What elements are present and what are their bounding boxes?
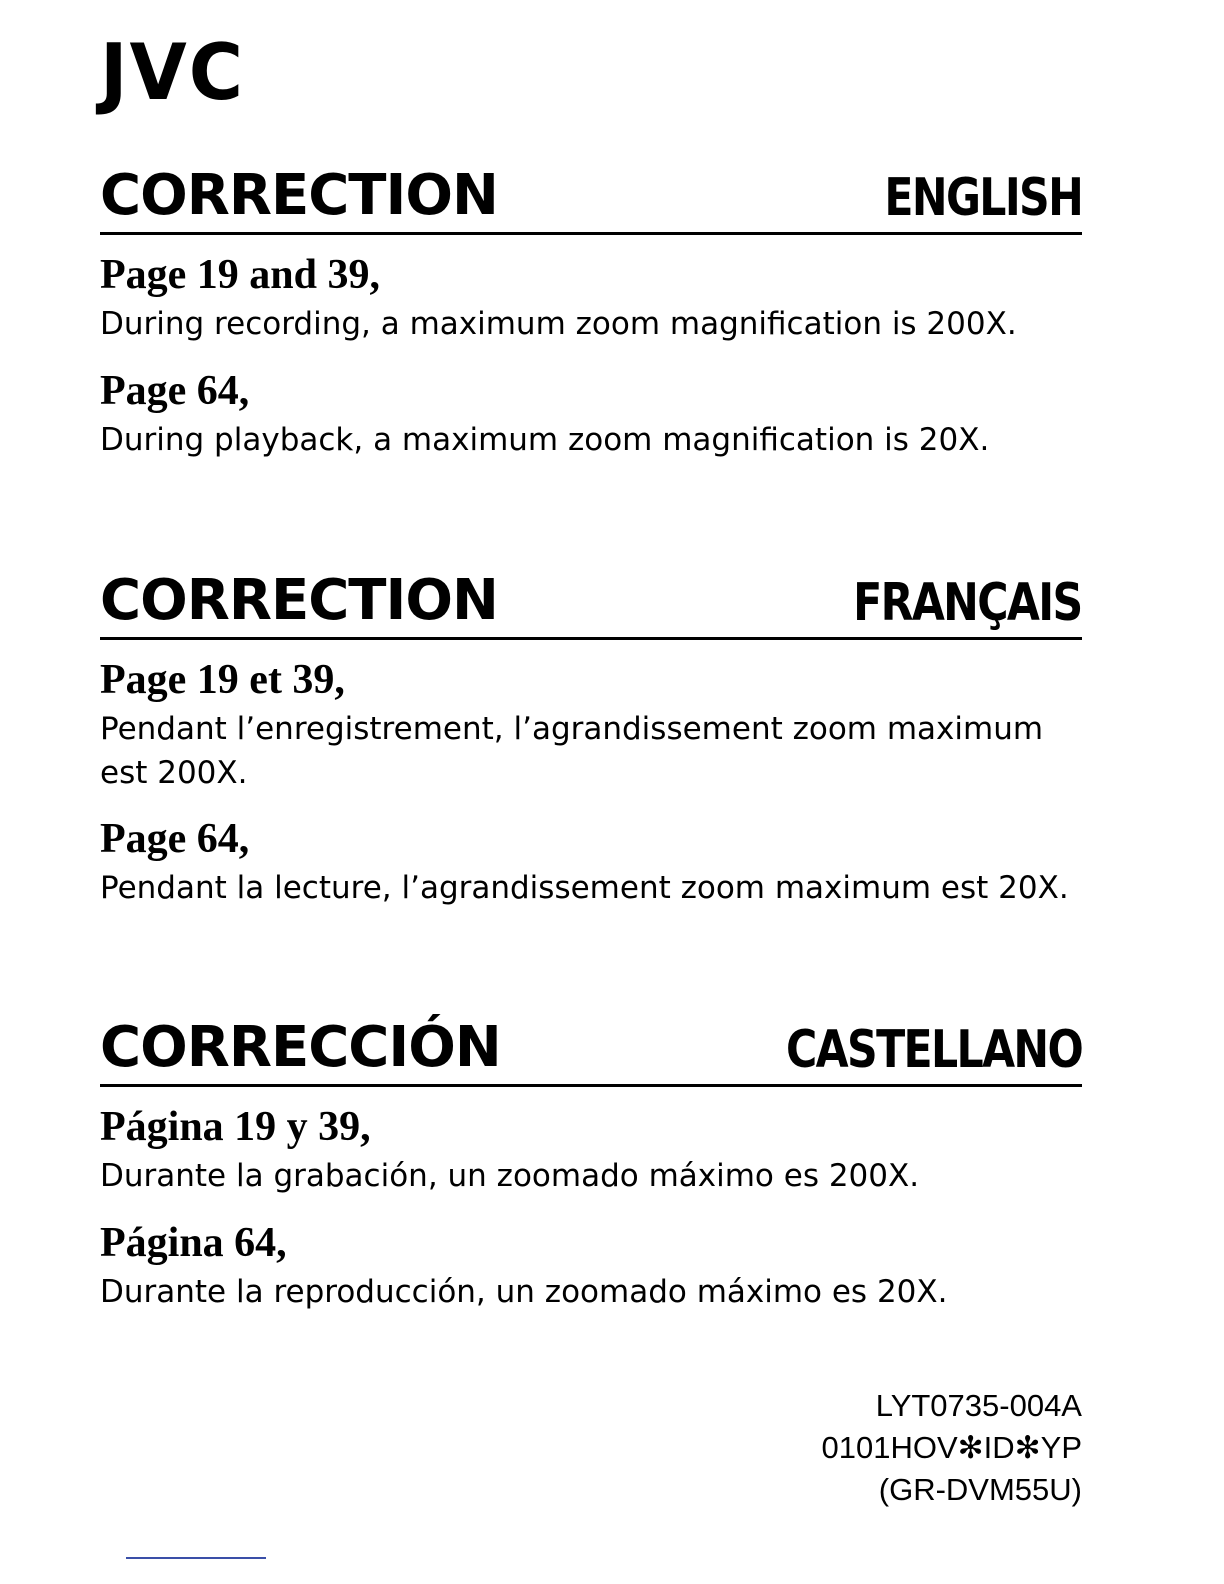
section-english <box>100 163 1082 462</box>
correction-entry <box>100 367 1082 463</box>
scan-mark-line <box>126 1557 266 1559</box>
part-number: LYT0735-004A <box>875 1388 1082 1423</box>
entry-heading: Page 64, <box>100 816 250 863</box>
section-language: CASTELLANO <box>785 1020 1082 1080</box>
correction-entry <box>100 1103 1082 1199</box>
section-castellano <box>100 1015 1082 1314</box>
entry-heading: Página 64, <box>100 1219 287 1266</box>
entry-heading: Page 19 et 39, <box>100 657 345 703</box>
section-language: ENGLISH <box>884 168 1082 228</box>
entry-heading: Página 19 y 39, <box>100 1104 371 1150</box>
print-code: 0101HOV✻ID✻YP <box>821 1429 1082 1465</box>
entry-heading: Page 19 and 39, <box>100 252 381 298</box>
entry-text: During recording, a maximum zoom magnification is 200X. <box>100 306 1017 343</box>
entry-text: Pendant la lecture, l’agrandissement zoom maximum est 20X. <box>100 870 1069 907</box>
entry-text: During playback, a maximum zoom magnification is 20X. <box>100 421 990 458</box>
entry-text: Durante la reproducción, un zoomado máximo es 20X. <box>100 1273 948 1310</box>
section-header <box>100 163 1082 235</box>
model-number: (GR-DVM55U) <box>878 1471 1082 1507</box>
section-francais <box>100 568 1082 911</box>
entry-text: Pendant l’enregistrement, l’agrandissement zoom maximum est 200X. <box>100 711 1044 791</box>
correction-entry <box>100 656 1082 795</box>
section-title: CORRECCIÓN <box>100 1015 501 1080</box>
document-codes <box>822 1385 1082 1511</box>
section-header <box>100 568 1082 640</box>
section-language: FRANÇAIS <box>853 573 1082 633</box>
section-title: CORRECTION <box>100 163 498 228</box>
correction-entry <box>100 1219 1082 1315</box>
correction-entry <box>100 815 1082 911</box>
correction-entry <box>100 251 1082 347</box>
jvc-logo: JVC <box>100 27 246 119</box>
entry-text: Durante la grabación, un zoomado máximo es 200X. <box>100 1158 920 1195</box>
entry-heading: Page 64, <box>100 367 250 414</box>
section-title: CORRECTION <box>100 568 498 633</box>
section-header <box>100 1015 1082 1087</box>
